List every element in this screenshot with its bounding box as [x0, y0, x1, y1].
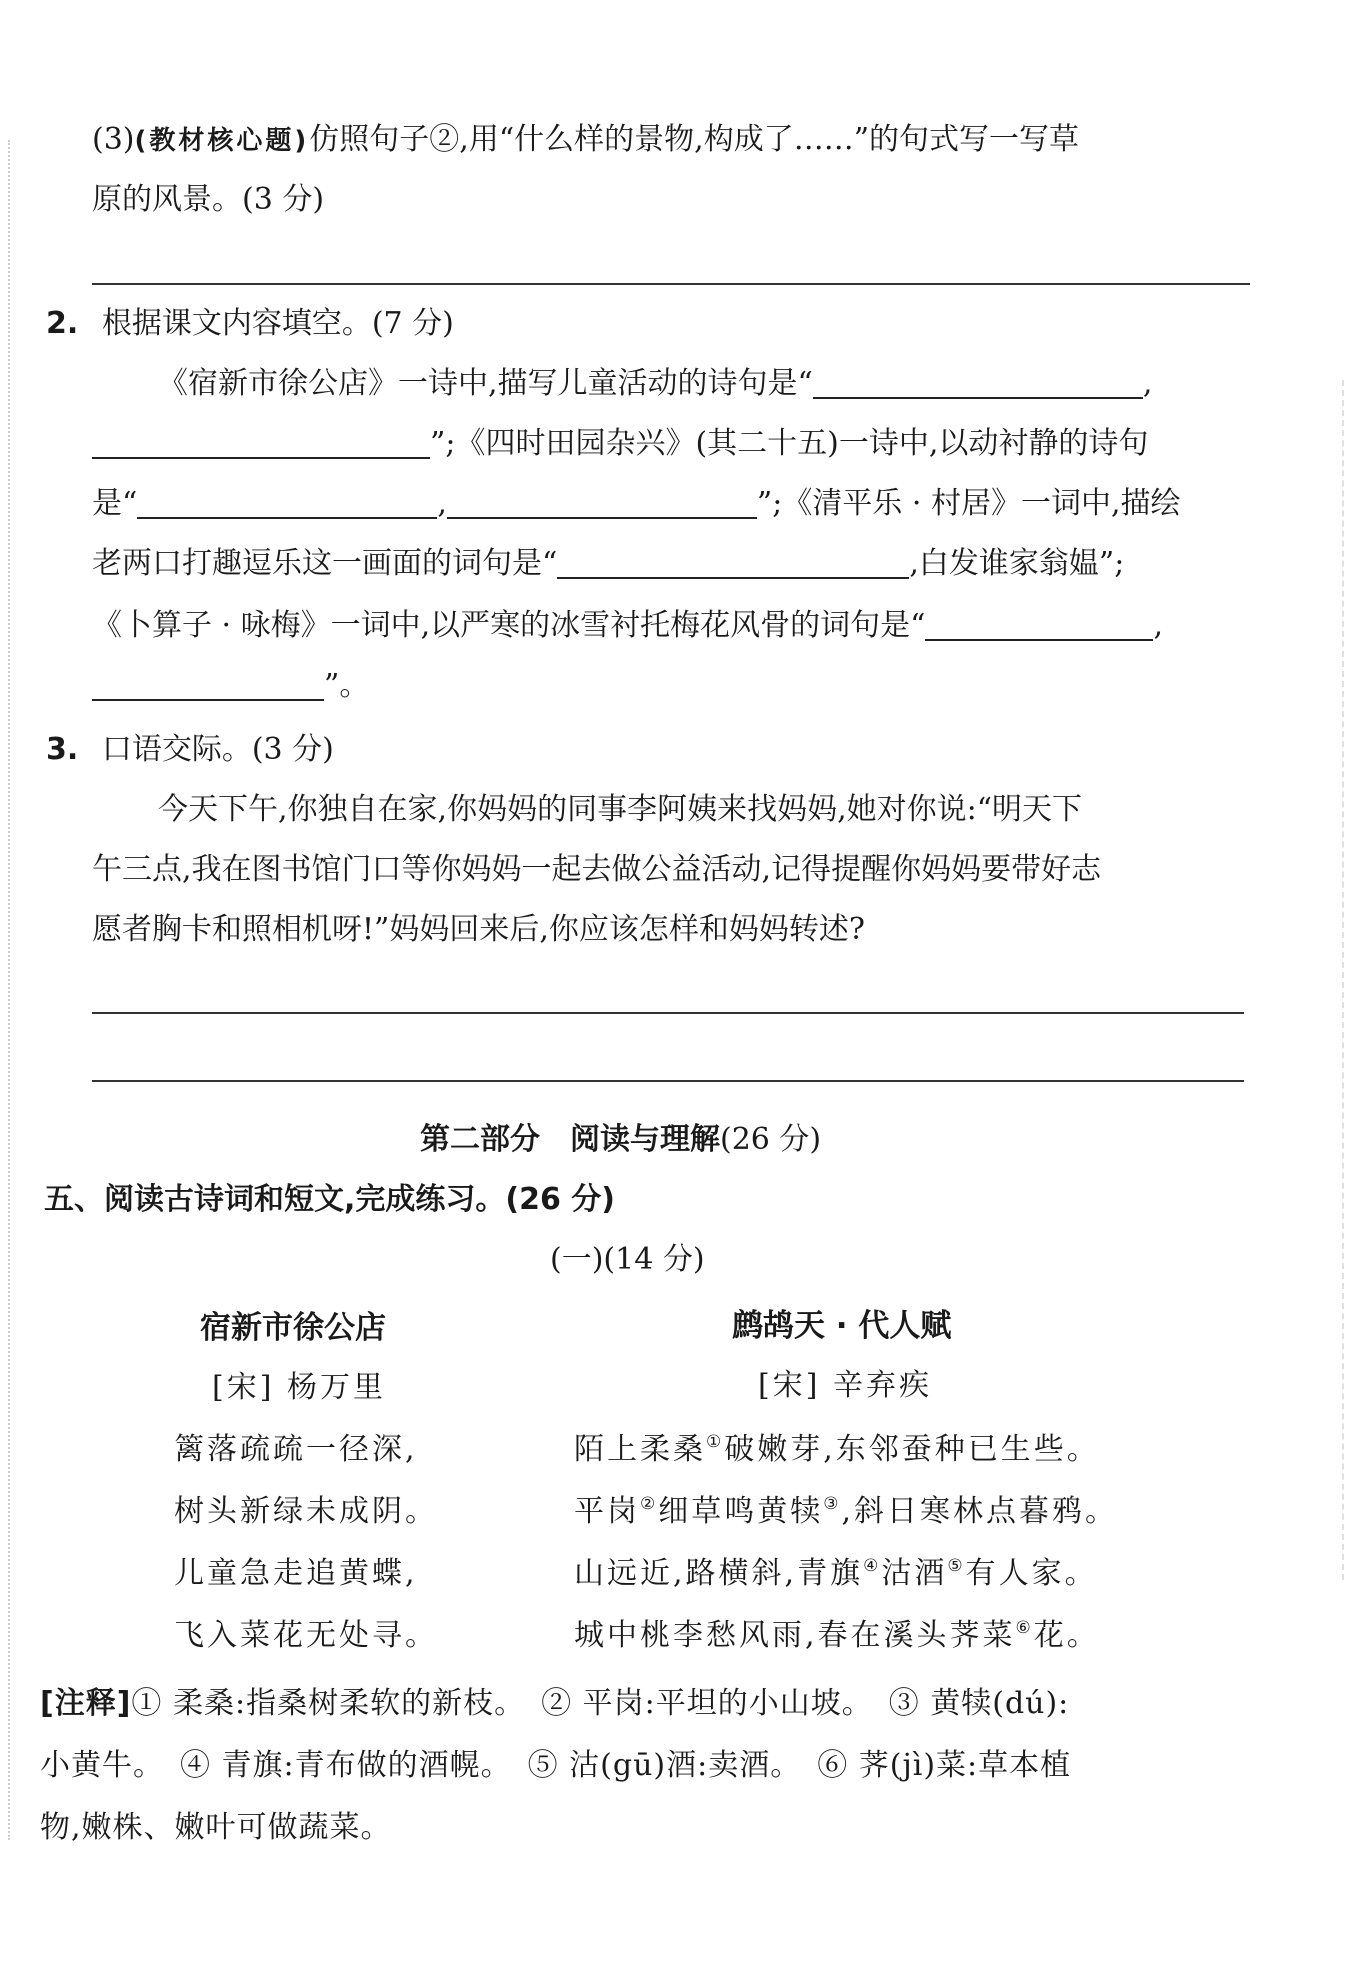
q1-3-number: (3): [92, 122, 135, 157]
poem2-text: 城中桃李愁风雨,春在溪头荠菜: [574, 1618, 1016, 1653]
q1-3-prompt: 仿照句子②,用“什么样的景物,构成了……”的句式写一写草: [309, 122, 1080, 157]
poem1-title: 宿新市徐公店: [200, 1310, 386, 1346]
part2-title: [420, 1120, 821, 1160]
q2-text: ,: [1153, 608, 1164, 643]
poem2-line: [574, 1492, 1118, 1532]
poem1-line: 树头新绿未成阴。: [174, 1494, 438, 1529]
notes-text: ① 柔桑:指桑树柔软的新枝。 ② 平岗:平坦的小山坡。 ③ 黄犊(dú):: [131, 1686, 1070, 1721]
footnote-marker[interactable]: ③: [823, 1494, 842, 1514]
q3-header: [46, 730, 334, 770]
footnote-marker[interactable]: ⑥: [1015, 1618, 1034, 1638]
poem2-author: [宋] 辛弃疾: [758, 1368, 932, 1403]
q2-line2: [92, 424, 1148, 464]
q2-header: [46, 304, 454, 344]
notes-line2: 小黄牛。 ④ 青旗:青布做的酒幌。 ⑤ 沽(gū)酒:卖酒。 ⑥ 荠(jì)菜:草本植: [40, 1748, 1072, 1783]
q2-text: ,白发谁家翁媪”;: [909, 546, 1125, 581]
q2-text: 《宿新市徐公店》一诗中,描写儿童活动的诗句是“: [158, 366, 813, 401]
answer-line-q3-1[interactable]: [92, 1012, 1244, 1014]
footnote-marker[interactable]: ⑤: [947, 1556, 966, 1576]
part2-score: (26 分): [720, 1122, 822, 1157]
poem2-text: 沽酒: [881, 1556, 948, 1591]
q2-line6: [92, 666, 369, 706]
q1-3-line1: [92, 120, 1079, 161]
poem2-text: ,斜日寒林点暮鸦。: [841, 1494, 1119, 1529]
part2-title-text: 第二部分 阅读与理解: [420, 1122, 720, 1157]
q2-line1: [158, 364, 1152, 404]
q2-text: 是“: [92, 486, 138, 521]
q3-para-line2: 午三点,我在图书馆门口等你妈妈一起去做公益活动,记得提醒你妈妈要带好志: [92, 852, 1102, 887]
q2-text: 老两口打趣逗乐这一画面的词句是“: [92, 546, 558, 581]
q2-text: 《卜算子 · 咏梅》一词中,以严寒的冰雪衬托梅花风骨的词句是“: [92, 608, 926, 643]
core-question-tag: (教材核心题): [134, 126, 310, 156]
footnote-marker[interactable]: ①: [706, 1432, 725, 1452]
poem2-text: 陌上柔桑: [574, 1432, 706, 1467]
q3-para-line3: 愿者胸卡和照相机呀!”妈妈回来后,你应该怎样和妈妈转述?: [92, 912, 866, 947]
binding-margin-dots: [8, 140, 10, 1840]
answer-line-q1-3[interactable]: [92, 283, 1250, 285]
notes-label: [注释]: [40, 1686, 132, 1721]
poem1-line: 飞入菜花无处寻。: [174, 1618, 438, 1653]
q3-number: 3.: [46, 732, 79, 767]
fill-blank[interactable]: [137, 487, 437, 519]
q2-line5: [92, 606, 1163, 646]
q2-line4: [92, 544, 1124, 584]
poem2-text: 花。: [1033, 1618, 1100, 1653]
footnote-marker[interactable]: ④: [863, 1556, 882, 1576]
poem2-text: 平岗: [574, 1494, 640, 1529]
poem2-title: 鹧鸪天 · 代人赋: [732, 1308, 952, 1344]
q2-text: ,: [437, 486, 447, 521]
section5-subtitle: (一)(14 分): [550, 1242, 705, 1277]
q1-3-line2: 原的风景。(3 分): [92, 182, 325, 217]
section5-title: 五、阅读古诗词和短文,完成练习。(26 分): [44, 1182, 616, 1217]
q2-text: ”;《清平乐 · 村居》一词中,描绘: [756, 486, 1181, 521]
poem2-text: 细草鸣黄犊: [658, 1494, 824, 1529]
answer-line-q3-2[interactable]: [92, 1080, 1244, 1082]
poem2-text: 山远近,路横斜,青旗: [574, 1556, 864, 1591]
poem2-line: [574, 1616, 1100, 1656]
fill-blank[interactable]: [557, 547, 909, 579]
notes-line1: [40, 1684, 1069, 1724]
poem1-author: [宋] 杨万里: [212, 1370, 386, 1405]
fill-blank[interactable]: [447, 487, 757, 519]
fill-blank[interactable]: [813, 367, 1143, 399]
poem1-line: 儿童急走追黄蝶,: [174, 1556, 418, 1591]
poem1-line: 篱落疏疏一径深,: [174, 1432, 418, 1467]
q2-number: 2.: [46, 306, 79, 341]
q3-para-line1: 今天下午,你独自在家,你妈妈的同事李阿姨来找妈妈,她对你说:“明天下: [158, 792, 1083, 827]
q2-text: ,: [1142, 366, 1153, 401]
fill-blank[interactable]: [925, 609, 1153, 641]
q2-title: 根据课文内容填空。(7 分): [101, 306, 454, 341]
q3-title: 口语交际。(3 分): [101, 732, 334, 767]
q2-line3: [92, 484, 1180, 524]
poem2-line: [574, 1430, 1100, 1470]
fill-blank[interactable]: [92, 669, 324, 701]
fill-blank[interactable]: [92, 427, 430, 459]
q2-text: ”;《四时田园杂兴》(其二十五)一诗中,以动衬静的诗句: [430, 426, 1149, 461]
cut-edge-dashes: [1342, 380, 1344, 1580]
poem2-text: 破嫩芽,东邻蚕种已生些。: [724, 1432, 1100, 1467]
notes-line3: 物,嫩株、嫩叶可做蔬菜。: [40, 1810, 392, 1845]
footnote-marker[interactable]: ②: [640, 1494, 659, 1514]
poem2-line: [574, 1554, 1098, 1594]
poem2-text: 有人家。: [965, 1556, 1098, 1591]
q2-text: ”。: [324, 668, 370, 703]
